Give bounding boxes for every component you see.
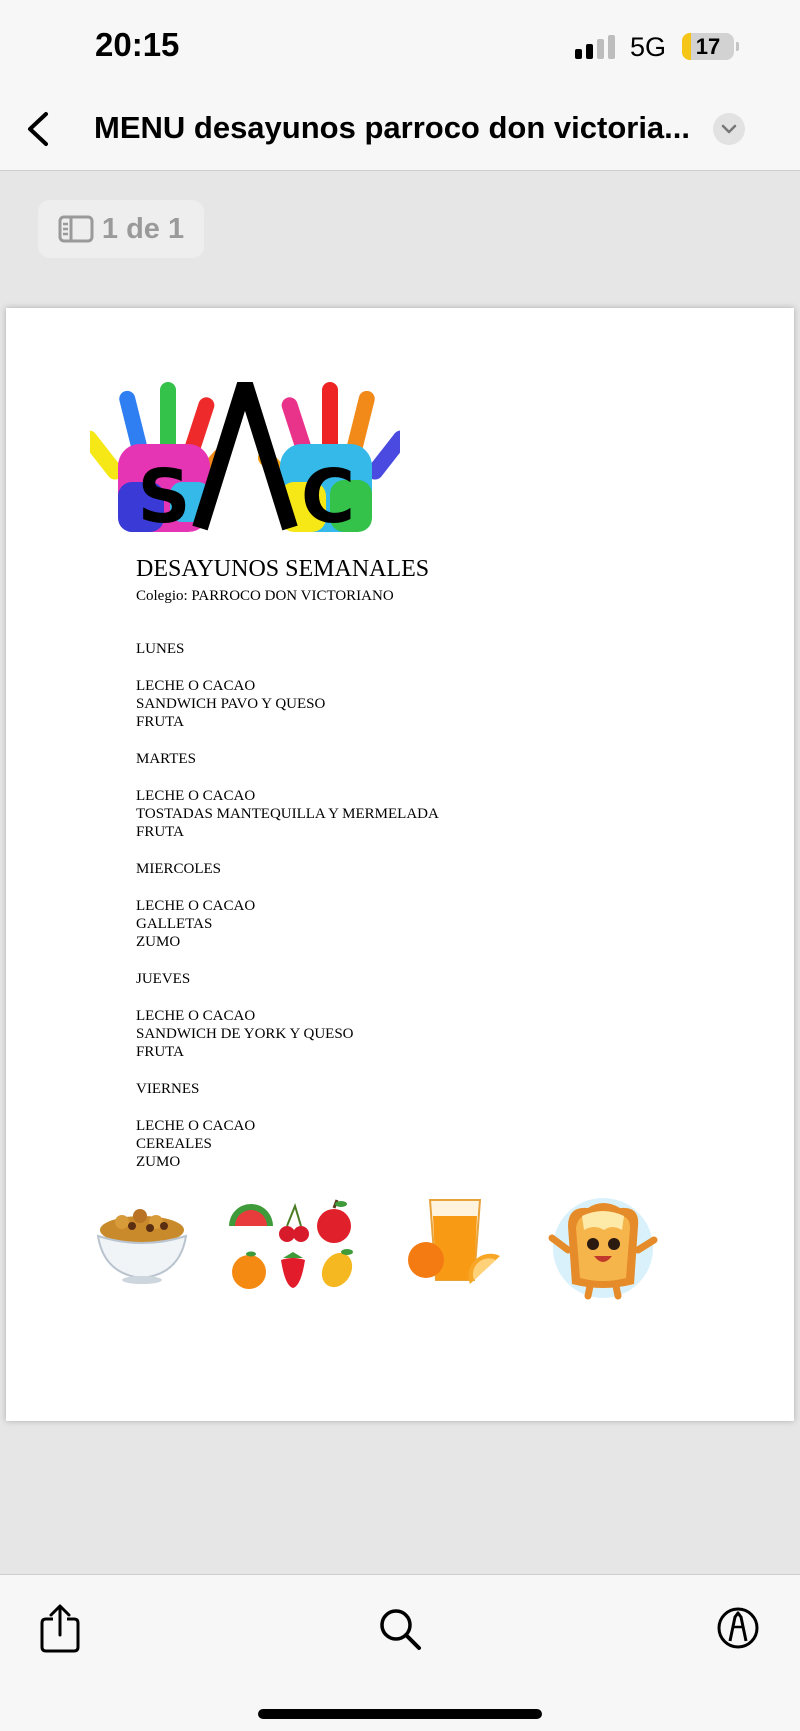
menu-item: CEREALES <box>136 1135 212 1152</box>
menu-item: LECHE O CACAO <box>136 1007 256 1024</box>
menu-item: LECHE O CACAO <box>136 897 256 914</box>
menu-item: ZUMO <box>136 1154 181 1171</box>
day-block <box>136 1080 439 1171</box>
sac-logo <box>90 382 400 532</box>
day-name: MARTES <box>136 750 196 767</box>
orange-juice-icon <box>402 1196 512 1291</box>
navigation-bar <box>0 88 800 171</box>
page-indicator[interactable] <box>38 200 204 258</box>
menu-item: LECHE O CACAO <box>136 677 256 694</box>
share-icon[interactable] <box>38 1603 82 1653</box>
status-time: 20:15 <box>95 26 180 63</box>
battery-nub <box>736 42 739 51</box>
day-name: JUEVES <box>136 970 191 987</box>
day-name: VIERNES <box>136 1080 200 1097</box>
menu-item: ZUMO <box>136 934 181 951</box>
title-menu-button[interactable] <box>713 113 745 145</box>
day-name: LUNES <box>136 641 185 657</box>
day-block <box>136 860 439 951</box>
day-block <box>136 750 439 841</box>
menu-item: GALLETAS <box>136 915 213 932</box>
page-indicator-label: 1 de 1 <box>101 212 185 245</box>
fruits-icon <box>221 1196 361 1291</box>
sidebar-icon <box>58 215 94 243</box>
battery-level: 17 <box>695 34 721 59</box>
menu-item: FRUTA <box>136 1044 184 1061</box>
logo-letter-s: S <box>137 454 191 532</box>
menu-item: LECHE O CACAO <box>136 1117 256 1134</box>
chevron-down-icon <box>713 113 745 145</box>
signal-icon <box>575 35 619 59</box>
battery-icon <box>682 33 734 60</box>
menu-item: TOSTADAS MANTEQUILLA Y MERMELADA <box>136 805 439 822</box>
search-icon[interactable] <box>378 1603 422 1653</box>
logo-letter-c: C <box>300 454 356 532</box>
bottom-toolbar <box>0 1574 800 1731</box>
school-name: Colegio: PARROCO DON VICTORIANO <box>136 588 394 604</box>
document-title[interactable]: MENU desayunos parroco don victoria... <box>94 110 691 145</box>
day-name: MIERCOLES <box>136 860 222 877</box>
network-type: 5G <box>630 32 667 62</box>
cereal-bowl-icon <box>92 1196 192 1286</box>
back-button[interactable] <box>18 106 60 152</box>
menu-item: FRUTA <box>136 714 184 731</box>
menu-item: LECHE O CACAO <box>136 787 256 804</box>
toast-character-icon <box>546 1196 661 1301</box>
day-block <box>136 640 439 731</box>
weekly-menu <box>136 640 439 1190</box>
document-page <box>6 308 794 1421</box>
menu-item: SANDWICH DE YORK Y QUESO <box>136 1025 354 1042</box>
day-block <box>136 970 439 1061</box>
home-indicator[interactable] <box>258 1709 542 1719</box>
status-bar <box>0 0 800 88</box>
markup-icon[interactable] <box>716 1603 760 1653</box>
menu-item: SANDWICH PAVO Y QUESO <box>136 695 326 712</box>
menu-item: FRUTA <box>136 824 184 841</box>
menu-title: DESAYUNOS SEMANALES <box>136 556 430 582</box>
